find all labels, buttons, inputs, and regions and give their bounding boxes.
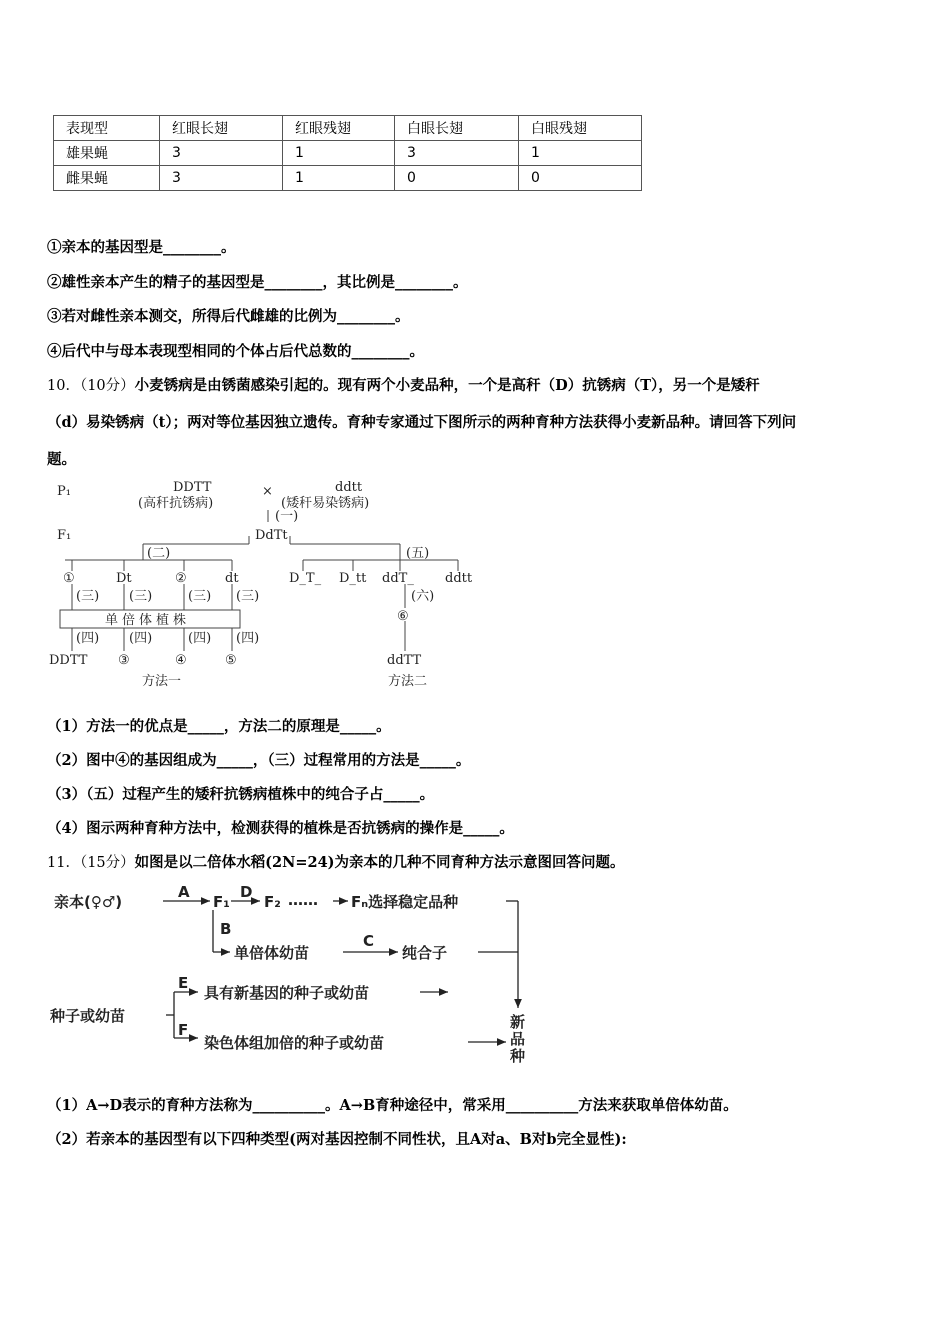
table-cell: 3 <box>395 141 519 166</box>
step-4-label: (四) <box>236 631 260 646</box>
method1-result: ④ <box>175 653 187 668</box>
step-4-label: (四) <box>188 631 212 646</box>
q10-answer1: （1）方法一的优点是_____，方法二的原理是_____。 <box>47 718 391 735</box>
method1-gamete: ② <box>175 571 187 586</box>
q11-answer2: （2）若亲本的基因型有以下四种类型(两对基因控制不同性状，且A对a、B对b完全显性): <box>47 1131 627 1148</box>
new-gene-label: 具有新基因的种子或幼苗 <box>204 984 370 1002</box>
q11-answer1: （1）A→D表示的育种方法称为__________。A→B育种途径中，常采用__________方法来获取单倍体幼苗。 <box>47 1097 738 1114</box>
parent1-genotype: DDTT <box>173 480 212 495</box>
method2-offspring: ddtt <box>445 571 473 586</box>
table-cell: 雌果蝇 <box>54 166 160 191</box>
q10-stem-line2: （d）易染锈病（t）；两对等位基因独立遗传。育种专家通过下图所示的两种育种方法获得小麦新品种。请回答下列问 <box>47 414 797 431</box>
f1-label: F₁ <box>57 528 72 543</box>
new-variety-char: 品 <box>510 1030 526 1048</box>
parent2-genotype: ddtt <box>335 480 363 495</box>
step-c-label: C <box>363 932 375 950</box>
step-3-label: (三) <box>76 589 100 604</box>
q9-sub2: ②雄性亲本产生的精子的基因型是________，其比例是________。 <box>47 274 468 291</box>
new-variety-char: 新 <box>510 1013 526 1031</box>
table-cell: 0 <box>395 166 519 191</box>
q10-stem-line3: 题。 <box>47 451 76 468</box>
q9-sub4: ④后代中与母本表现型相同的个体占后代总数的________。 <box>47 343 424 360</box>
ellipsis-label: …… <box>288 891 318 909</box>
table-header-cell: 表现型 <box>54 116 160 141</box>
q10-stem-text: 小麦锈病是由锈菌感染引起的。现有两个小麦品种，一个是高秆（D）抗锈病（T），另一个是矮秆 <box>134 377 760 394</box>
step-a-label: A <box>178 883 190 901</box>
fn-select-label: Fₙ选择稳定品种 <box>351 893 459 911</box>
step-f-label: F <box>178 1021 189 1039</box>
breeding-methods-diagram <box>45 478 485 693</box>
parent-label: 亲本(♀♂) <box>54 893 123 911</box>
doubled-chromosome-label: 染色体组加倍的种子或幼苗 <box>204 1034 385 1052</box>
step-3-label: (三) <box>188 589 212 604</box>
method2-result: ddTT <box>387 653 422 668</box>
circle-6: ⑥ <box>397 609 409 624</box>
table-cell: 0 <box>519 166 642 191</box>
table-row <box>54 141 642 166</box>
q10-number: 10． <box>47 378 80 394</box>
f1-label: F₁ <box>213 893 230 911</box>
method2-offspring: D_tt <box>339 571 367 586</box>
q10-answer4: （4）图示两种育种方法中，检测获得的植株是否抗锈病的操作是_____。 <box>47 820 514 837</box>
step-1-label: (一) <box>275 509 299 524</box>
table-cell: 1 <box>283 141 395 166</box>
new-variety-char: 种 <box>510 1047 526 1065</box>
method1-label: 方法一 <box>142 674 182 689</box>
parent1-desc: (高秆抗锈病) <box>138 496 214 511</box>
seed-seedling-label: 种子或幼苗 <box>50 1007 126 1025</box>
step-e-label: E <box>178 974 189 992</box>
method1-result: ⑤ <box>225 653 237 668</box>
table-header-cell: 红眼残翅 <box>283 116 395 141</box>
step-2-label: (二) <box>147 546 171 561</box>
q10-answer3: （3）（五）过程产生的矮秆抗锈病植株中的纯合子占_____。 <box>47 786 435 803</box>
q10-answer2: （2）图中④的基因组成为_____，（三）过程常用的方法是_____。 <box>47 752 471 769</box>
method1-result: ③ <box>118 653 130 668</box>
step-3-label: (三) <box>236 589 260 604</box>
q10-score: （10分） <box>79 378 135 394</box>
rice-breeding-diagram <box>48 880 548 1070</box>
table-header-row <box>54 116 642 141</box>
method2-label: 方法二 <box>388 674 428 689</box>
table-header-cell: 红眼长翅 <box>160 116 283 141</box>
cross-symbol: × <box>262 484 273 499</box>
step-4-label: (四) <box>129 631 153 646</box>
table-row <box>54 166 642 191</box>
method2-offspring: ddT_ <box>382 571 414 586</box>
table-cell: 3 <box>160 166 283 191</box>
hybrid-genotype: DdTt <box>255 528 288 543</box>
step-6-label: (六) <box>411 589 435 604</box>
step-5-label: (五) <box>406 546 430 561</box>
f2-label: F₂ <box>264 893 281 911</box>
haploid-seedling-label: 单倍体幼苗 <box>234 944 310 962</box>
step-3-label: (三) <box>129 589 153 604</box>
q11-score: （15分） <box>79 855 135 871</box>
table-cell: 1 <box>519 141 642 166</box>
q10-stem-line1 <box>47 374 760 395</box>
method1-result: DDTT <box>49 653 88 668</box>
step-b-label: B <box>220 920 232 938</box>
q9-sub1: ①亲本的基因型是________。 <box>47 239 236 256</box>
method1-gamete: Dt <box>116 571 132 586</box>
q11-stem-text: 如图是以二倍体水稻(2N=24)为亲本的几种不同育种方法示意图回答问题。 <box>134 854 625 871</box>
method2-offspring: D_T_ <box>289 571 322 586</box>
table-cell: 雄果蝇 <box>54 141 160 166</box>
p1-label: P₁ <box>57 484 71 499</box>
method1-gamete: ① <box>63 571 75 586</box>
q11-stem <box>47 851 625 872</box>
haploid-box-label: 单倍体植株 <box>105 613 191 628</box>
q11-number: 11． <box>47 855 80 871</box>
step-4-label: (四) <box>76 631 100 646</box>
parent2-desc: (矮秆易染锈病) <box>281 496 370 511</box>
step-d-label: D <box>240 883 253 901</box>
table-header-cell: 白眼长翅 <box>395 116 519 141</box>
phenotype-table <box>53 115 642 191</box>
table-header-cell: 白眼残翅 <box>519 116 642 141</box>
table-cell: 1 <box>283 166 395 191</box>
method1-gamete: dt <box>225 571 239 586</box>
table-cell: 3 <box>160 141 283 166</box>
q9-sub3: ③若对雌性亲本测交，所得后代雌雄的比例为________。 <box>47 308 410 325</box>
homozygote-label: 纯合子 <box>402 944 448 962</box>
